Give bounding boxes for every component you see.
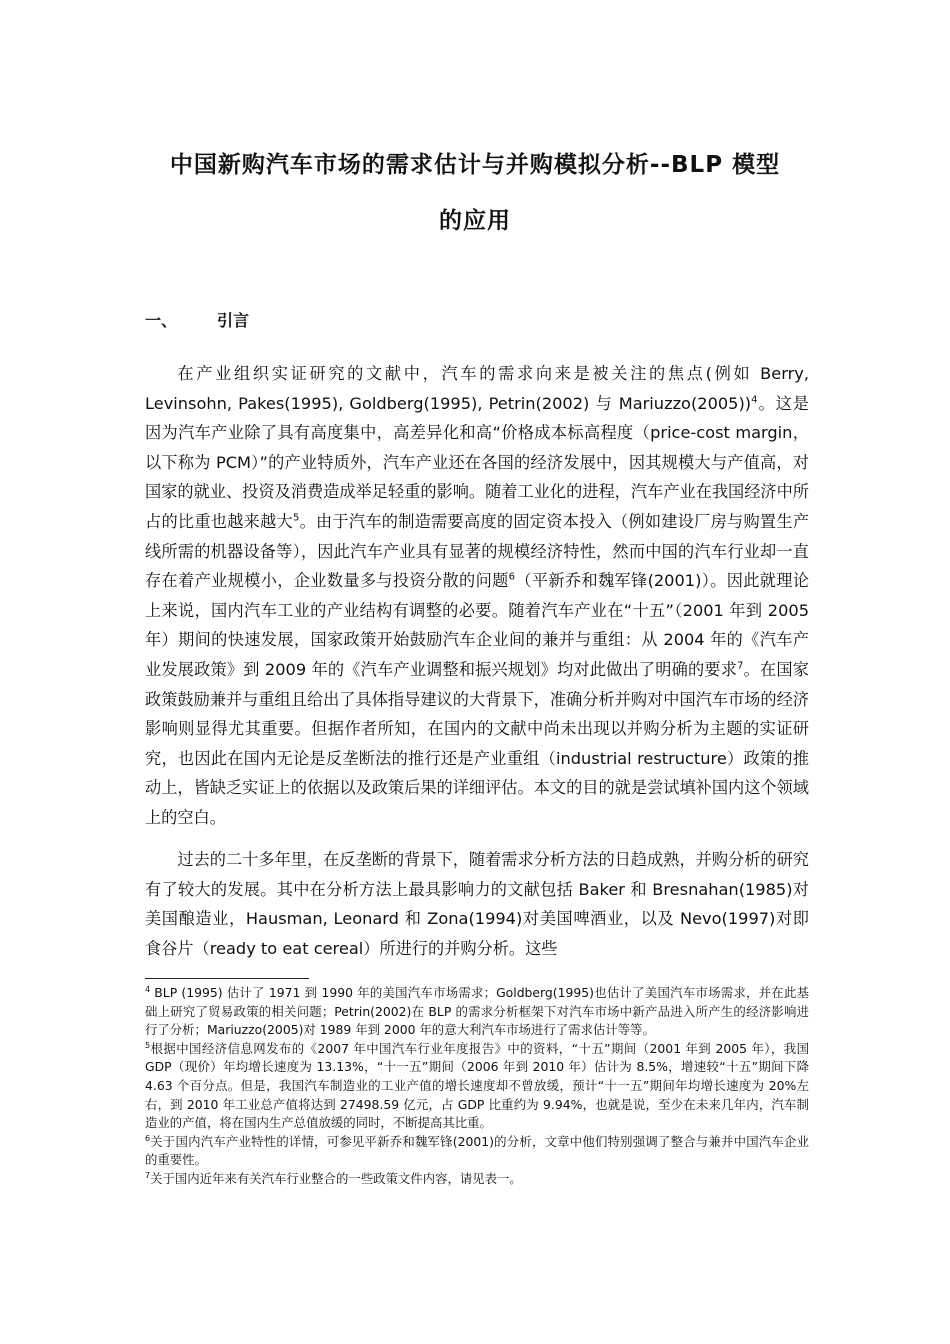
footnote-6 <box>145 1133 809 1170</box>
paragraph-intro <box>145 359 809 833</box>
footnote-mark: 6 <box>145 1133 151 1143</box>
document-title-line1: 中国新购汽车市场的需求估计与并购模拟分析--BLP 模型 <box>169 152 781 178</box>
footnote-ref-4[interactable]: 4 <box>751 394 758 406</box>
paragraph-1-text-a: 在产业组织实证研究的文献中，汽车的需求向来是被关注的焦点(例如 Berry, Levinsohn, Pakes(1995), Goldberg(1995), Petrin(2002) 与 Mariuzzo(2005)) <box>145 364 809 413</box>
paragraph-1-text-d: （平新乔和魏军锋(2001)）。因此就理论上来说，国内汽车工业的产业结构有调整的必要。随着汽车产业在“十五”（2001 年到 2005 年）期间的快速发展，国家政策开始鼓励汽车企业间的兼并与重组：从 2004 年的《汽车产业发展政策》到 2009 年的《汽车产业调整和振兴规划》均对此做出了明确的要求 <box>145 571 809 679</box>
footnote-separator <box>145 978 309 979</box>
footnote-4 <box>145 984 809 1040</box>
footnote-ref-6[interactable]: 6 <box>508 571 515 583</box>
footnote-7 <box>145 1170 809 1189</box>
paragraph-literature <box>145 845 809 963</box>
paragraph-1-text-c: 。由于汽车的制造需要高度的固定资本投入（例如建设厂房与购置生产线所需的机器设备等），因此汽车产业具有显著的规模经济特性，然而中国的汽车行业却一直存在着产业规模小，企业数量多与投资分散的问题 <box>145 511 810 591</box>
footnote-text: 关于国内汽车产业特性的详情，可参见平新乔和魏军锋(2001)的分析，文章中他们特别强调了整合与兼并中国汽车企业的重要性。 <box>145 1133 809 1168</box>
footnotes <box>145 984 809 1189</box>
footnote-ref-7[interactable]: 7 <box>737 660 744 672</box>
document-title-line2: 的应用 <box>439 208 511 234</box>
footnote-mark: 5 <box>145 1040 151 1050</box>
paragraph-1 <box>145 359 809 833</box>
paragraph-1-text-b: 。这是因为汽车产业除了具有高度集中，高差异化和高“价格成本标高程度（price-cost margin，以下称为 PCM）”的产业特质外，汽车产业还在各国的经济发展中，因其规模大与产值高，对国家的就业、投资及消费造成举足轻重的影响。随着工业化的进程，汽车产业在我国经济中所占的比重也越来越大 <box>145 393 809 531</box>
section-heading <box>145 308 249 331</box>
section-number: 一、 <box>145 311 178 330</box>
footnote-5 <box>145 1040 809 1133</box>
footnote-text: 关于国内近年来有关汽车行业整合的一些政策文件内容，请见表一。 <box>150 1170 522 1186</box>
paragraph-1-text-e: 。在国家政策鼓励兼并与重组且给出了具体指导建议的大背景下，准确分析并购对中国汽车市场的经济影响则显得尤其重要。但据作者所知，在国内的文献中尚未出现以并购分析为主题的实证研究，也因此在国内无论是反垄断法的推行还是产业重组（industrial restructure）政策的推动上，皆缺乏实证上的依据以及政策后果的详细评估。本文的目的就是尝试填补国内这个领域上的空白。 <box>145 659 809 827</box>
footnote-ref-5[interactable]: 5 <box>292 512 300 524</box>
footnote-text: 根据中国经济信息网发布的《2007 年中国汽车行业年度报告》中的资料，“十五”期间（2001 年到 2005 年），我国 GDP（现价）年均增长速度为 13.13%，“十一五”期间（2006 年到 2010 年）估计为 8.5%，增速较“十五”期间下降 4.63 个百分点。但是，我国汽车制造业的工业产值的增长速度却不曾放缓，预计“十一五”期间年均增长速度为 20%左右，到 2010 年工业总产值将达到 27498.59 亿元，占 GDP 比重约为 9.94%，也就是说，至少在未来几年内，汽车制造业的产值，将在国内生产总值放缓的同时，不断提高其比重。 <box>145 1040 809 1131</box>
footnote-text: BLP (1995) 估计了 1971 到 1990 年的美国汽车市场需求；Goldberg(1995)也估计了美国汽车市场需求，并在此基础上研究了贸易政策的相关问题；Petrin(2002)在 BLP 的需求分析框架下对汽车市场中新产品进入所产生的经济影响进行了分析；Mariuzzo(2005)对 1989 年到 2000 年的意大利汽车市场进行了需求估计等等。 <box>145 985 809 1038</box>
footnote-mark: 7 <box>145 1170 151 1180</box>
section-title: 引言 <box>217 311 250 330</box>
footnote-mark: 4 <box>145 984 151 994</box>
paragraph-2: 过去的二十多年里，在反垄断的背景下，随着需求分析方法的日趋成熟，并购分析的研究有了较大的发展。其中在分析方法上最具影响力的文献包括 Baker 和 Bresnahan(1985)对美国酿造业，Hausman, Leonard 和 Zona(1994)对美国啤酒业，以及 Nevo(1997)对即食谷片（ready to eat cereal）所进行的并购分析。这些 <box>145 850 809 958</box>
